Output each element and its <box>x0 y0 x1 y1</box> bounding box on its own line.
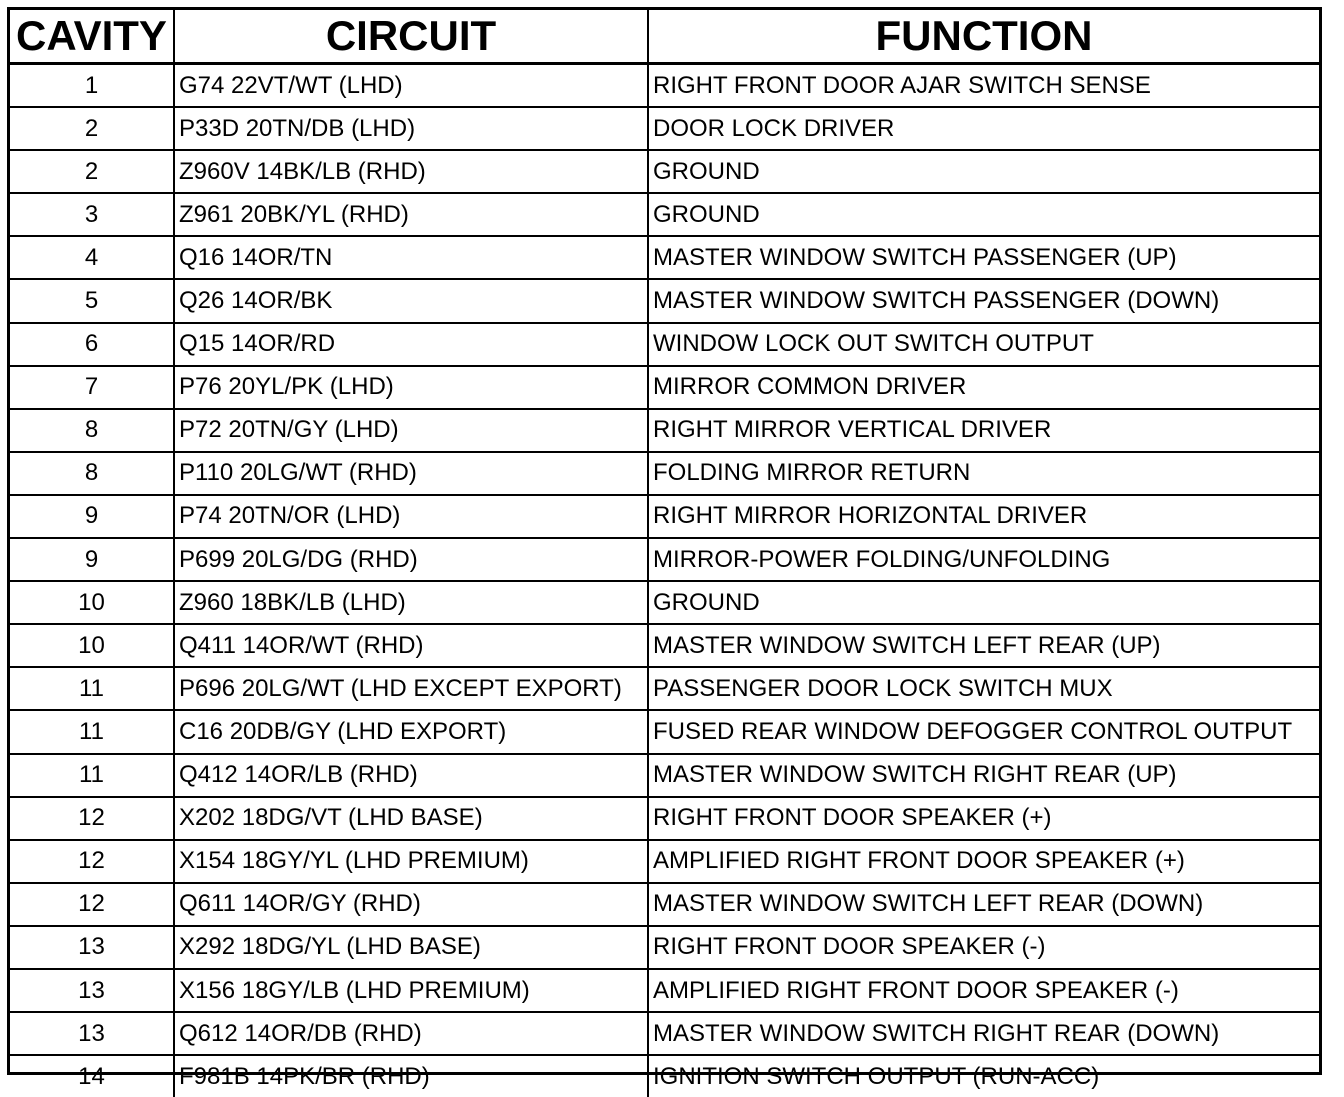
table-row <box>10 581 1319 624</box>
cavity-cell: 13 <box>10 926 174 969</box>
function-cell: GROUND <box>648 581 1319 624</box>
cavity-cell: 12 <box>10 883 174 926</box>
function-cell: MASTER WINDOW SWITCH PASSENGER (UP) <box>648 236 1319 279</box>
function-cell: DOOR LOCK DRIVER <box>648 107 1319 150</box>
cavity-cell: 2 <box>10 107 174 150</box>
table-row <box>10 236 1319 279</box>
function-cell: GROUND <box>648 193 1319 236</box>
circuit-cell: P74 20TN/OR (LHD) <box>174 495 648 538</box>
circuit-cell: X292 18DG/YL (LHD BASE) <box>174 926 648 969</box>
cavity-cell: 13 <box>10 1012 174 1055</box>
circuit-cell: Q15 14OR/RD <box>174 323 648 366</box>
cavity-cell: 11 <box>10 754 174 797</box>
function-cell: AMPLIFIED RIGHT FRONT DOOR SPEAKER (-) <box>648 969 1319 1012</box>
circuit-cell: G74 22VT/WT (LHD) <box>174 64 648 108</box>
cavity-cell: 12 <box>10 797 174 840</box>
function-cell: MASTER WINDOW SWITCH LEFT REAR (UP) <box>648 624 1319 667</box>
function-cell: WINDOW LOCK OUT SWITCH OUTPUT <box>648 323 1319 366</box>
table-row <box>10 1012 1319 1055</box>
function-cell: MASTER WINDOW SWITCH LEFT REAR (DOWN) <box>648 883 1319 926</box>
function-cell: RIGHT FRONT DOOR SPEAKER (-) <box>648 926 1319 969</box>
table-row <box>10 495 1319 538</box>
function-cell: RIGHT FRONT DOOR AJAR SWITCH SENSE <box>648 64 1319 108</box>
cavity-cell: 12 <box>10 840 174 883</box>
circuit-cell: Q412 14OR/LB (RHD) <box>174 754 648 797</box>
cavity-cell: 3 <box>10 193 174 236</box>
function-cell: MIRROR COMMON DRIVER <box>648 366 1319 409</box>
cavity-cell: 4 <box>10 236 174 279</box>
circuit-cell: P72 20TN/GY (LHD) <box>174 409 648 452</box>
circuit-cell: Q611 14OR/GY (RHD) <box>174 883 648 926</box>
circuit-cell: Z960 18BK/LB (LHD) <box>174 581 648 624</box>
table-row <box>10 64 1319 108</box>
table-row <box>10 279 1319 322</box>
circuit-cell: P76 20YL/PK (LHD) <box>174 366 648 409</box>
cavity-cell: 11 <box>10 667 174 710</box>
cavity-column-header: CAVITY <box>10 10 174 64</box>
table-row <box>10 840 1319 883</box>
table-row <box>10 366 1319 409</box>
function-cell: RIGHT MIRROR VERTICAL DRIVER <box>648 409 1319 452</box>
circuit-cell: Q612 14OR/DB (RHD) <box>174 1012 648 1055</box>
circuit-cell: Z960V 14BK/LB (RHD) <box>174 150 648 193</box>
function-cell: MIRROR-POWER FOLDING/UNFOLDING <box>648 538 1319 581</box>
table-row <box>10 624 1319 667</box>
cavity-cell: 1 <box>10 64 174 108</box>
function-cell: RIGHT MIRROR HORIZONTAL DRIVER <box>648 495 1319 538</box>
cavity-cell: 9 <box>10 538 174 581</box>
table-row <box>10 667 1319 710</box>
table-row <box>10 150 1319 193</box>
function-cell: FUSED REAR WINDOW DEFOGGER CONTROL OUTPUT <box>648 710 1319 753</box>
cavity-cell: 7 <box>10 366 174 409</box>
circuit-cell: P696 20LG/WT (LHD EXCEPT EXPORT) <box>174 667 648 710</box>
table-row <box>10 883 1319 926</box>
circuit-cell: P33D 20TN/DB (LHD) <box>174 107 648 150</box>
cavity-cell: 13 <box>10 969 174 1012</box>
table-body <box>10 64 1319 1097</box>
connector-pinout-table <box>10 10 1319 1097</box>
cavity-cell: 2 <box>10 150 174 193</box>
function-cell: AMPLIFIED RIGHT FRONT DOOR SPEAKER (+) <box>648 840 1319 883</box>
table-row <box>10 1055 1319 1097</box>
function-cell: IGNITION SWITCH OUTPUT (RUN-ACC) <box>648 1055 1319 1097</box>
cavity-cell: 6 <box>10 323 174 366</box>
function-cell: GROUND <box>648 150 1319 193</box>
cavity-cell: 8 <box>10 409 174 452</box>
circuit-cell: P699 20LG/DG (RHD) <box>174 538 648 581</box>
function-cell: MASTER WINDOW SWITCH PASSENGER (DOWN) <box>648 279 1319 322</box>
function-cell: PASSENGER DOOR LOCK SWITCH MUX <box>648 667 1319 710</box>
table-header <box>10 10 1319 64</box>
cavity-cell: 8 <box>10 452 174 495</box>
circuit-cell: Q26 14OR/BK <box>174 279 648 322</box>
table-row <box>10 323 1319 366</box>
table-row <box>10 754 1319 797</box>
function-cell: MASTER WINDOW SWITCH RIGHT REAR (UP) <box>648 754 1319 797</box>
table-row <box>10 107 1319 150</box>
table-row <box>10 538 1319 581</box>
circuit-cell: P110 20LG/WT (RHD) <box>174 452 648 495</box>
table-row <box>10 409 1319 452</box>
function-column-header: FUNCTION <box>648 10 1319 64</box>
function-cell: RIGHT FRONT DOOR SPEAKER (+) <box>648 797 1319 840</box>
table-row <box>10 797 1319 840</box>
circuit-cell: Q16 14OR/TN <box>174 236 648 279</box>
table-row <box>10 926 1319 969</box>
cavity-cell: 9 <box>10 495 174 538</box>
circuit-cell: X154 18GY/YL (LHD PREMIUM) <box>174 840 648 883</box>
table-row <box>10 452 1319 495</box>
header-row <box>10 10 1319 64</box>
circuit-cell: X202 18DG/VT (LHD BASE) <box>174 797 648 840</box>
circuit-column-header: CIRCUIT <box>174 10 648 64</box>
circuit-cell: Z961 20BK/YL (RHD) <box>174 193 648 236</box>
connector-pinout-sheet <box>7 7 1322 1075</box>
table-row <box>10 710 1319 753</box>
cavity-cell: 11 <box>10 710 174 753</box>
function-cell: MASTER WINDOW SWITCH RIGHT REAR (DOWN) <box>648 1012 1319 1055</box>
table-row <box>10 969 1319 1012</box>
circuit-cell: X156 18GY/LB (LHD PREMIUM) <box>174 969 648 1012</box>
function-cell: FOLDING MIRROR RETURN <box>648 452 1319 495</box>
cavity-cell: 10 <box>10 624 174 667</box>
circuit-cell: C16 20DB/GY (LHD EXPORT) <box>174 710 648 753</box>
circuit-cell: F981B 14PK/BR (RHD) <box>174 1055 648 1097</box>
cavity-cell: 10 <box>10 581 174 624</box>
cavity-cell: 5 <box>10 279 174 322</box>
table-row <box>10 193 1319 236</box>
cavity-cell: 14 <box>10 1055 174 1097</box>
circuit-cell: Q411 14OR/WT (RHD) <box>174 624 648 667</box>
